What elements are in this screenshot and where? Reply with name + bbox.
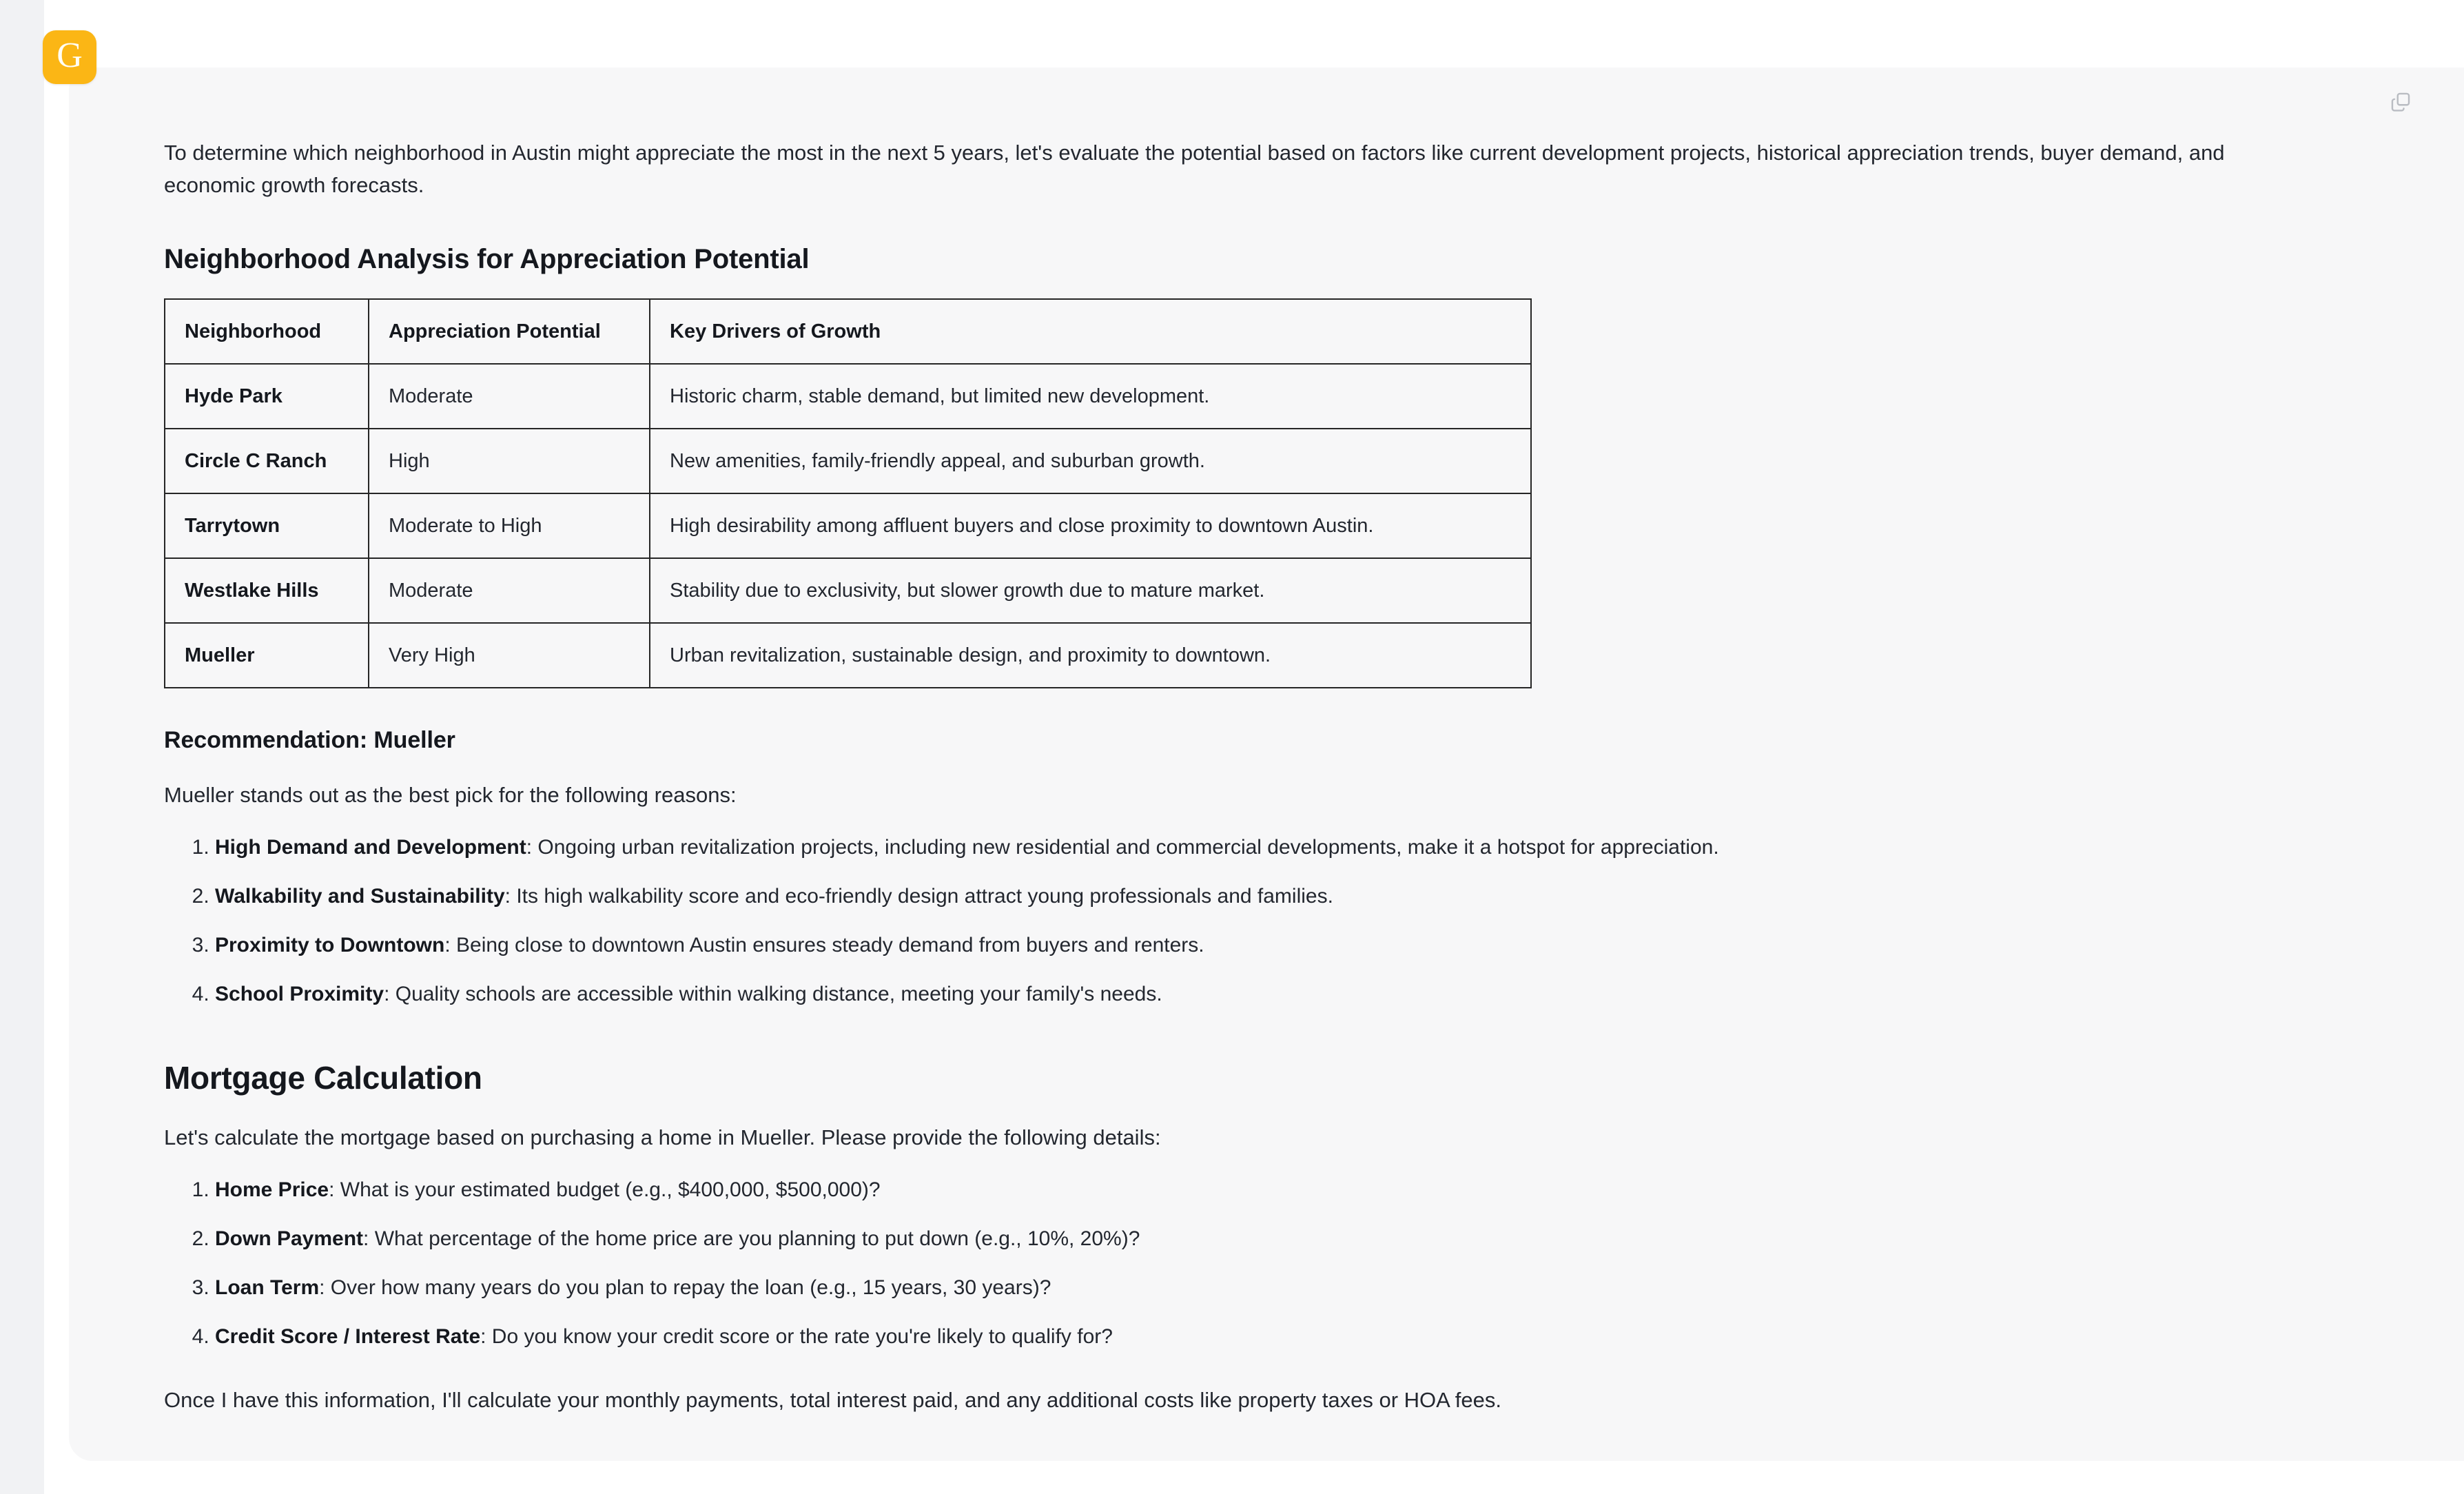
- question-text: : What percentage of the home price are you planning to put down (e.g., 10%, 20%)?: [363, 1227, 1140, 1251]
- reason-text: : Its high walkability score and eco-friendly design attract young professionals and families.: [504, 885, 1333, 908]
- message-content: [164, 136, 2381, 1417]
- cell-neighborhood: Hyde Park: [165, 364, 369, 429]
- cell-potential: Moderate to High: [369, 493, 650, 558]
- list-item: [215, 881, 2381, 912]
- mortgage-calculation-heading: Mortgage Calculation: [164, 1060, 482, 1096]
- brand-logo-glyph: G: [57, 36, 83, 75]
- cell-drivers: Stability due to exclusivity, but slower growth due to mature market.: [650, 558, 1531, 623]
- cell-drivers: Historic charm, stable demand, but limited new development.: [650, 364, 1531, 429]
- question-label: Credit Score / Interest Rate: [215, 1325, 481, 1349]
- reason-label: Walkability and Sustainability: [215, 885, 505, 908]
- copy-icon[interactable]: [2381, 83, 2420, 121]
- cell-potential: Moderate: [369, 364, 650, 429]
- cell-drivers: High desirability among affluent buyers and close proximity to downtown Austin.: [650, 493, 1531, 558]
- recommendation-reasons-list: [164, 832, 2381, 1010]
- list-item: [215, 979, 2381, 1010]
- cell-neighborhood: Circle C Ranch: [165, 429, 369, 493]
- cell-drivers: Urban revitalization, sustainable design, and proximity to downtown.: [650, 623, 1531, 688]
- question-label: Down Payment: [215, 1227, 364, 1251]
- column-header-neighborhood: Neighborhood: [165, 299, 369, 364]
- cell-potential: High: [369, 429, 650, 493]
- recommendation-lead-paragraph: Mueller stands out as the best pick for the following reasons:: [164, 783, 737, 808]
- reason-text: : Ongoing urban revitalization projects, including new residential and commercial developments, make it a hotspot for appreciation.: [526, 836, 1719, 859]
- reason-label: School Proximity: [215, 983, 384, 1006]
- list-item: [215, 1272, 2381, 1303]
- cell-potential: Very High: [369, 623, 650, 688]
- cell-neighborhood: Tarrytown: [165, 493, 369, 558]
- question-text: : Do you know your credit score or the rate you're likely to qualify for?: [480, 1325, 1113, 1349]
- brand-g-logo[interactable]: [43, 30, 96, 84]
- column-header-key-drivers: Key Drivers of Growth: [650, 299, 1531, 364]
- cell-neighborhood: Westlake Hills: [165, 558, 369, 623]
- reason-text: : Being close to downtown Austin ensures steady demand from buyers and renters.: [444, 934, 1204, 957]
- cell-neighborhood: Mueller: [165, 623, 369, 688]
- mortgage-lead-paragraph: Let's calculate the mortgage based on purchasing a home in Mueller. Please provide the following details:: [164, 1125, 1161, 1150]
- intro-paragraph: To determine which neighborhood in Austin might appreciate the most in the next 5 years, let's evaluate the potential based on factors like current development projects, historical appreciation trends, buyer demand, and economic growth forecasts.: [164, 141, 2225, 198]
- table-row: [165, 364, 1531, 429]
- reason-text: : Quality schools are accessible within walking distance, meeting your family's needs.: [384, 983, 1162, 1006]
- list-item: [215, 1174, 2381, 1205]
- table-row: [165, 493, 1531, 558]
- reason-label: Proximity to Downtown: [215, 934, 445, 957]
- question-label: Loan Term: [215, 1276, 320, 1300]
- reason-label: High Demand and Development: [215, 836, 526, 859]
- question-text: : Over how many years do you plan to repay the loan (e.g., 15 years, 30 years)?: [319, 1276, 1051, 1300]
- list-item: [215, 1223, 2381, 1254]
- question-label: Home Price: [215, 1178, 329, 1202]
- list-item: [215, 930, 2381, 961]
- closing-paragraph: Once I have this information, I'll calculate your monthly payments, total interest paid, and any additional costs like property taxes or HOA fees.: [164, 1388, 1501, 1413]
- cell-potential: Moderate: [369, 558, 650, 623]
- recommendation-heading: Recommendation: Mueller: [164, 727, 455, 754]
- question-text: : What is your estimated budget (e.g., $400,000, $500,000)?: [329, 1178, 881, 1202]
- list-item: [215, 1321, 2381, 1352]
- table-row: [165, 623, 1531, 688]
- list-item: [215, 832, 2381, 863]
- table-row: [165, 558, 1531, 623]
- mortgage-questions-list: [164, 1174, 2381, 1352]
- left-sidebar-rail: [0, 0, 44, 1494]
- table-row: [165, 429, 1531, 493]
- cell-drivers: New amenities, family-friendly appeal, and suburban growth.: [650, 429, 1531, 493]
- assistant-message-card: [69, 68, 2464, 1461]
- page-title-neighborhood-analysis: Neighborhood Analysis for Appreciation Potential: [164, 244, 810, 275]
- neighborhood-analysis-table: [164, 298, 1532, 688]
- column-header-appreciation-potential: Appreciation Potential: [369, 299, 650, 364]
- table-header-row: [165, 299, 1531, 364]
